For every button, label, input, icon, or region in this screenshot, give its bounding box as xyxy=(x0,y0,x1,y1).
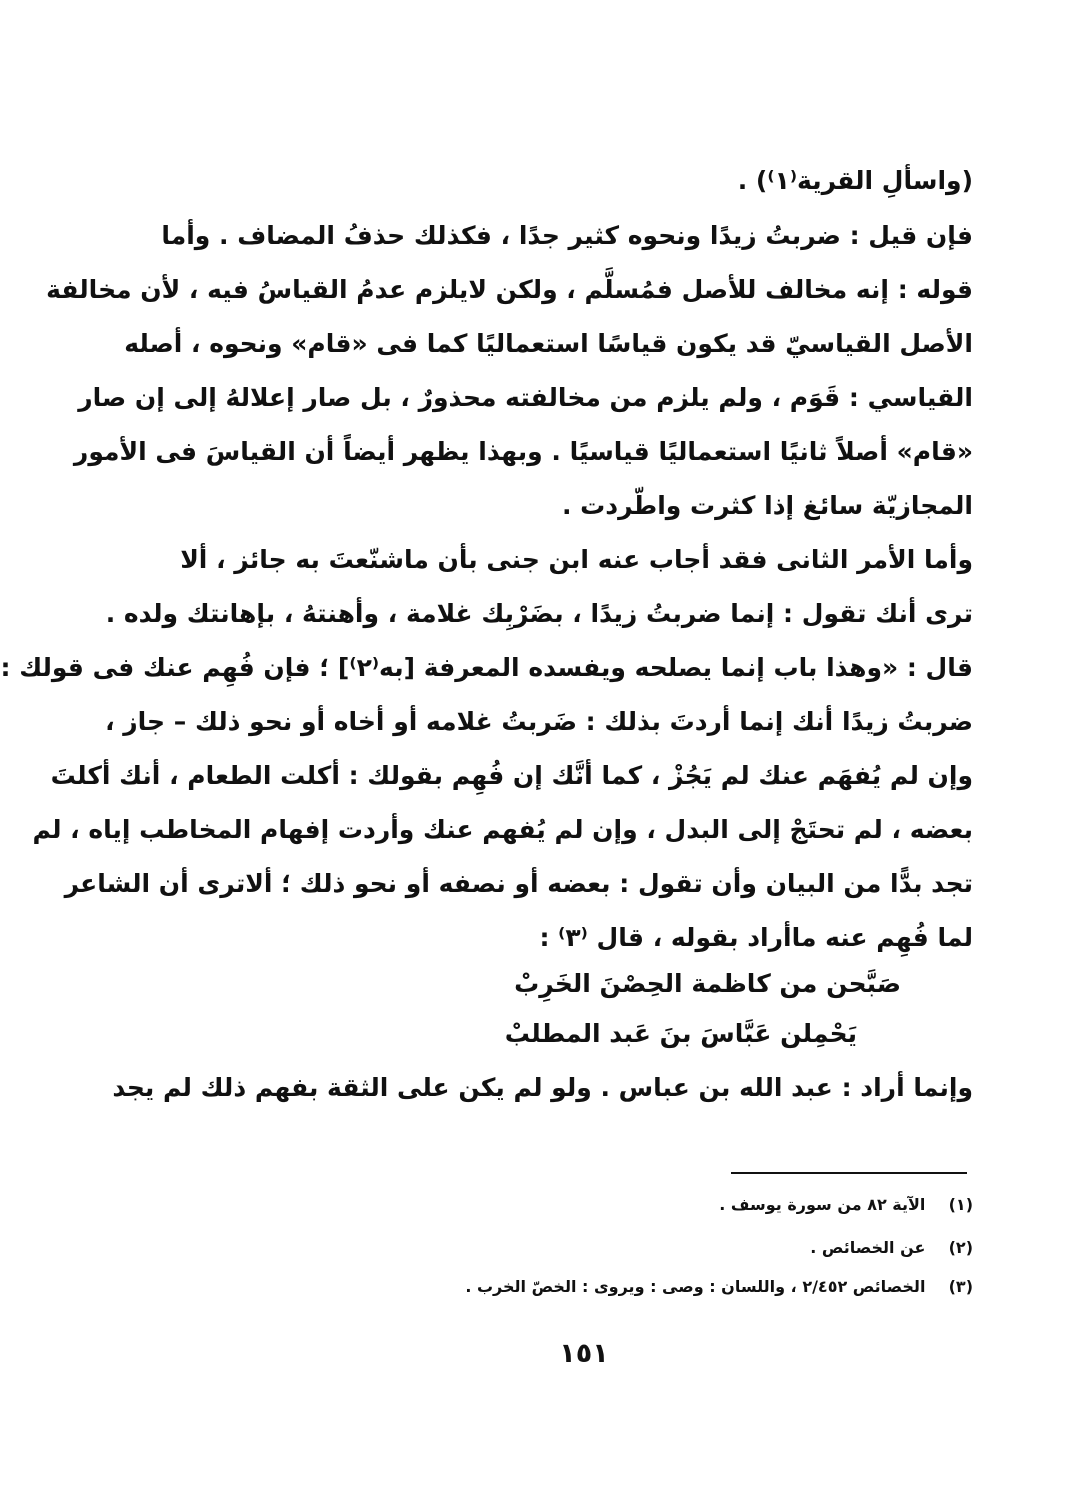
text-line-11: ضربتُ زيدًا أنك إنما أردتَ بذلك : ضَربتُ غلامه أو أخاه أو نحو ذلك – جاز ، xyxy=(105,707,973,736)
text-line-9: ترى أنك تقول : إنما ضربتُ زيدًا ، بضَرْبِك غلامة ، وأهنتهُ ، بإهانتك ولده . xyxy=(105,599,973,628)
footnote-number: (١) xyxy=(948,1195,973,1214)
footnote-2 xyxy=(213,1233,973,1263)
footnote-text: الخصائص ٢/٤٥٢ ، واللسان : وصى : ويروى : الخصّ الخرب . xyxy=(465,1277,926,1296)
footnote-3 xyxy=(213,1272,973,1302)
page-number: ١٥١ xyxy=(559,1338,609,1369)
text-line-12: وإن لم يُفهَم عنك لم يَجُزْ ، كما أنَّك إن فُهِم بقولك : أكلت الطعام ، أنك أكلتَ xyxy=(50,761,973,790)
footnote-text: الآية ٨٢ من سورة يوسف . xyxy=(719,1195,926,1214)
footnote-number: (٣) xyxy=(948,1277,973,1296)
verse-line-1: صَبَّحن من كاظمة الحِصْنَ الخَرِبْ xyxy=(514,969,901,998)
text-line-16: وإنما أراد : عبد الله بن عباس . ولو لم يكن على الثقة بفهم ذلك لم يجد xyxy=(112,1073,973,1102)
footnote-1 xyxy=(213,1190,973,1220)
text-line-4: الأصل القياسيّ قد يكون قياسًا استعماليًا كما فى «قام» ونحوه ، أصله xyxy=(124,329,973,358)
footnote-text: عن الخصائص . xyxy=(810,1238,926,1257)
text-line-10: قال : «وهذا باب إنما يصلحه ويفسده المعرفة [به⁽٢⁾] ؛ فإن فُهِم عنك فى قولك : xyxy=(0,653,973,682)
text-line-3: قوله : إنه مخالف للأصل فمُسلَّم ، ولكن لايلزم عدمُ القياسُ فيه ، لأن مخالفة xyxy=(46,275,973,304)
text-line-2: فإن قيل : ضربتُ زيدًا ونحوه كثير جدًا ، فكذلك حذفُ المضاف . وأما xyxy=(161,221,973,250)
text-line-1: (واسألِ القرية⁽١⁾) . xyxy=(737,166,973,195)
text-line-6: «قام» أصلاً ثانيًا استعماليًا قياسيًا . وبهذا يظهر أيضاً أن القياسَ فى الأمور xyxy=(73,437,973,466)
text-line-8: وأما الأمر الثانى فقد أجاب عنه ابن جنى بأن ماشنّعتَ به جائز ، ألا xyxy=(180,545,973,574)
text-line-13: بعضه ، لم تحتَجْ إلى البدل ، وإن لم يُفهم عنك وأردت إفهام المخاطب إياه ، لم xyxy=(32,815,973,844)
footnote-separator xyxy=(731,1172,967,1174)
text-line-14: تجد بدًّا من البيان وأن تقول : بعضه أو نصفه أو نحو ذلك ؛ ألاترى أن الشاعر xyxy=(64,869,973,898)
text-line-15: لما فُهِم عنه ماأراد بقوله ، قال ⁽٣⁾ : xyxy=(539,923,973,952)
verse-line-2: يَحْمِلن عَبَّاسَ بنَ عَبد المطلبْ xyxy=(504,1019,857,1048)
text-line-7: المجازيّة سائغ إذا كثرت واطّردت . xyxy=(561,491,973,520)
footnote-number: (٢) xyxy=(948,1238,973,1257)
text-line-5: القياسي : قَوَم ، ولم يلزم من مخالفته محذورٌ ، بل صار إعلالهُ إلى إن صار xyxy=(78,383,973,412)
